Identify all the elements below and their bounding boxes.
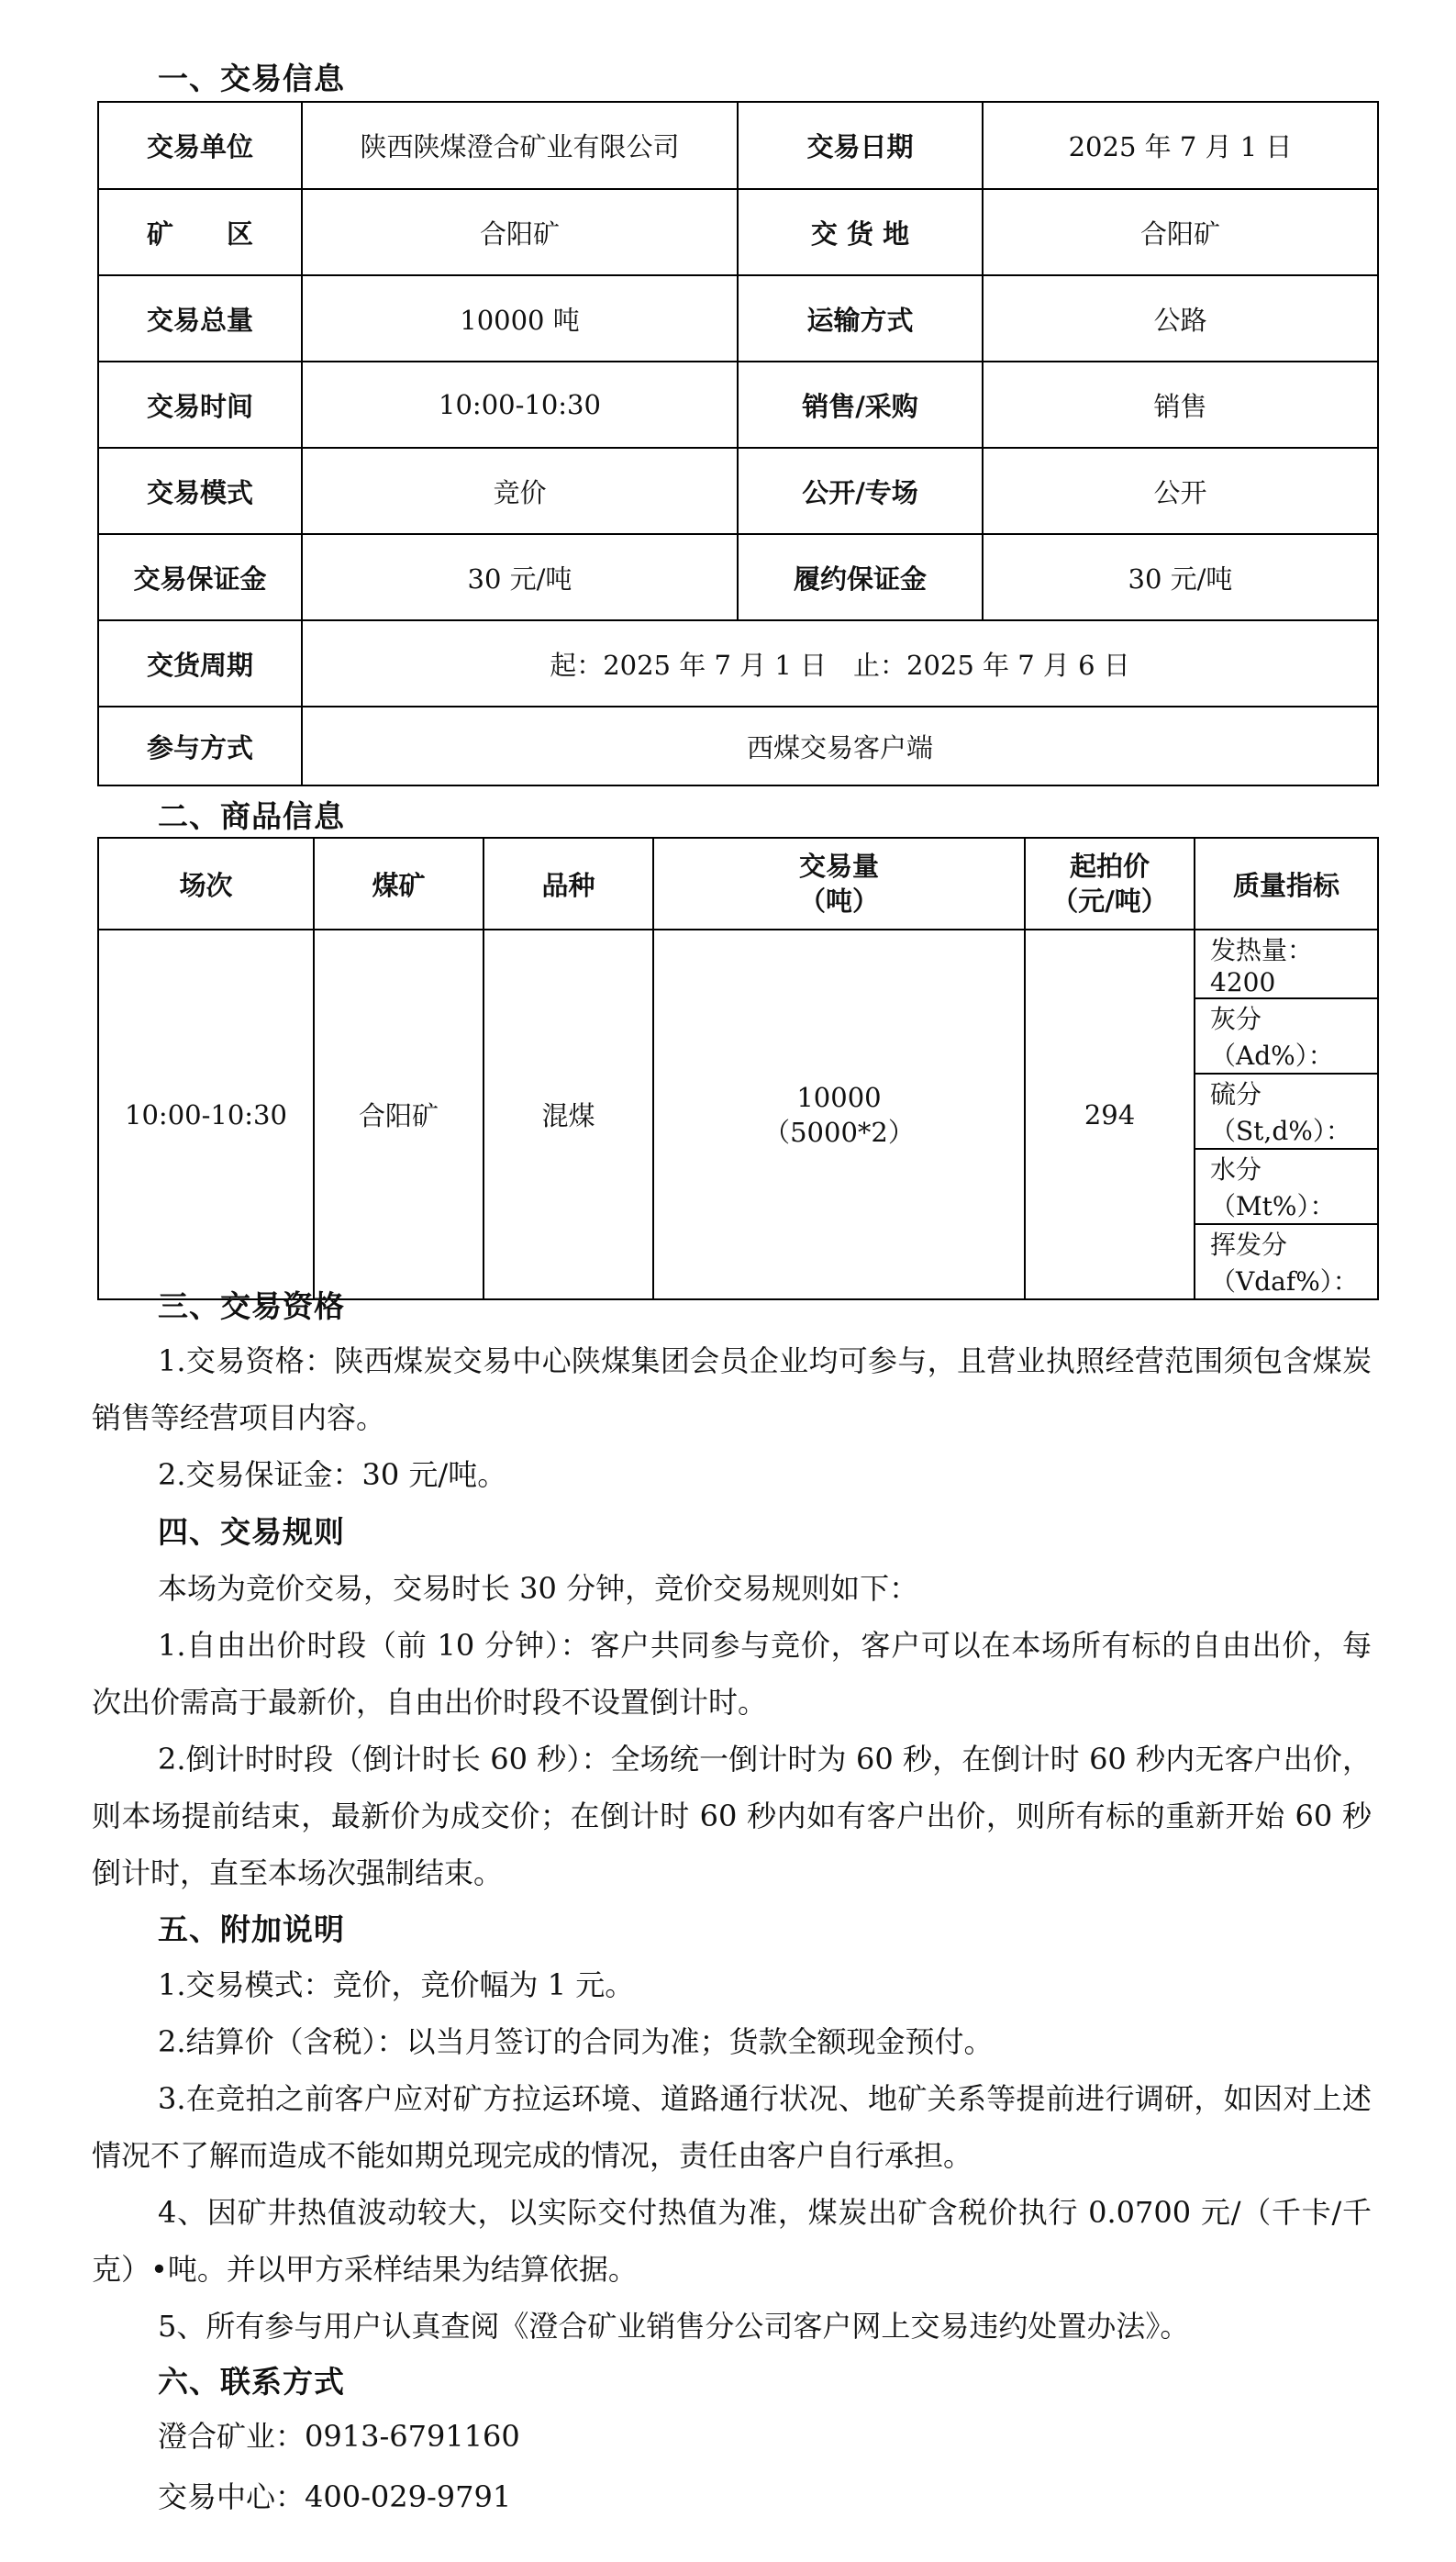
- quality-volatile: 挥发分（Vdaf%）：: [1195, 1224, 1378, 1299]
- trade-unit-value: 陕西陕煤澄合矿业有限公司: [302, 102, 738, 189]
- trade-time-value: 10:00-10:30: [302, 362, 738, 448]
- header-price-line1: 起拍价: [1069, 851, 1150, 882]
- trade-mode-label: 交易模式: [98, 448, 302, 534]
- total-volume-value: 10000 吨: [302, 275, 738, 362]
- total-volume-label: 交易总量: [98, 275, 302, 362]
- participation-label: 参与方式: [98, 707, 302, 785]
- notes-item-2: 2.结算价（含税）：以当月签订的合同为准；货款全额现金预付。: [158, 2024, 994, 2059]
- open-special-value: 公开: [983, 448, 1378, 534]
- quality-moisture: 水分（Mt%）：: [1195, 1149, 1378, 1224]
- header-start-price: [1025, 838, 1195, 930]
- transport-value: 公路: [983, 275, 1378, 362]
- contact-chenghe: 澄合矿业：0913-6791160: [158, 2419, 520, 2454]
- trade-time-label: 交易时间: [98, 362, 302, 448]
- qualification-item-2: 2.交易保证金：30 元/吨。: [158, 1457, 507, 1492]
- row-volume-line1: 10000: [796, 1081, 882, 1113]
- open-special-label: 公开/专场: [738, 448, 983, 534]
- trade-date-value: 2025 年 7 月 1 日: [983, 102, 1378, 189]
- section-title-qualification: 三、交易资格: [158, 1288, 345, 1324]
- notes-item-4: 4、因矿井热值波动较大，以实际交付热值为准，煤炭出矿含税价执行 0.0700 元/（千卡/千克）•吨。并以甲方采样结果为结算依据。: [92, 2195, 1372, 2287]
- header-volume-line1: 交易量: [798, 851, 879, 882]
- notes-item-1: 1.交易模式：竞价，竞价幅为 1 元。: [158, 1967, 635, 2002]
- sale-purchase-label: 销售/采购: [738, 362, 983, 448]
- section-title-rules: 四、交易规则: [158, 1514, 345, 1550]
- row-variety: 混煤: [483, 930, 653, 1299]
- delivery-period-value: 起：2025 年 7 月 1 日 止：2025 年 7 月 6 日: [302, 620, 1378, 707]
- header-variety: 品种: [483, 838, 653, 930]
- performance-deposit-label: 履约保证金: [738, 534, 983, 620]
- trade-info-table: [97, 101, 1379, 786]
- quality-sulfur: 硫分（St,d%）：: [1195, 1074, 1378, 1149]
- delivery-place-value: 合阳矿: [983, 189, 1378, 275]
- quality-ash: 灰分（Ad%）：: [1195, 998, 1378, 1074]
- header-mine: 煤矿: [314, 838, 483, 930]
- trade-deposit-value: 30 元/吨: [302, 534, 738, 620]
- row-session: 10:00-10:30: [98, 930, 314, 1299]
- section-title-trade-info: 一、交易信息: [158, 61, 345, 96]
- header-quality: 质量指标: [1195, 838, 1378, 930]
- row-start-price: 294: [1025, 930, 1195, 1299]
- delivery-place-label: 交 货 地: [738, 189, 983, 275]
- header-volume: [653, 838, 1025, 930]
- quality-calorific: 发热量：4200: [1195, 930, 1378, 998]
- delivery-period-label: 交货周期: [98, 620, 302, 707]
- row-volume-line2: （5000*2）: [763, 1116, 915, 1148]
- section-title-contacts: 六、联系方式: [158, 2364, 345, 2400]
- mine-area-value: 合阳矿: [302, 189, 738, 275]
- participation-value: 西煤交易客户端: [302, 707, 1378, 785]
- header-volume-line2: （吨）: [798, 886, 879, 917]
- rules-intro: 本场为竞价交易，交易时长 30 分钟，竞价交易规则如下：: [158, 1571, 919, 1606]
- trade-date-label: 交易日期: [738, 102, 983, 189]
- header-price-line2: （元/吨）: [1051, 886, 1168, 917]
- section-title-goods-info: 二、商品信息: [158, 798, 345, 834]
- transport-label: 运输方式: [738, 275, 983, 362]
- trade-deposit-label: 交易保证金: [98, 534, 302, 620]
- performance-deposit-value: 30 元/吨: [983, 534, 1378, 620]
- section-title-notes: 五、附加说明: [158, 1911, 345, 1947]
- row-mine: 合阳矿: [314, 930, 483, 1299]
- contact-trade-center: 交易中心：400-029-9791: [158, 2479, 512, 2514]
- notes-item-3: 3.在竞拍之前客户应对矿方拉运环境、道路通行状况、地矿关系等提前进行调研，如因对上述情况不了解而造成不能如期兑现完成的情况，责任由客户自行承担。: [92, 2081, 1372, 2173]
- mine-area-label: 矿 区: [98, 189, 302, 275]
- notes-item-5: 5、所有参与用户认真查阅《澄合矿业销售分公司客户网上交易违约处置办法》。: [158, 2309, 1190, 2344]
- rules-item-2: 2.倒计时时段（倒计时长 60 秒）：全场统一倒计时为 60 秒，在倒计时 60 秒内无客户出价，则本场提前结束，最新价为成交价；在倒计时 60 秒内如有客户出价，则所有标的重新开始 60 秒倒计时，直至本场次强制结束。: [92, 1742, 1372, 1890]
- goods-table: [97, 837, 1379, 1300]
- qualification-item-1: 1.交易资格：陕西煤炭交易中心陕煤集团会员企业均可参与，且营业执照经营范围须包含煤炭销售等经营项目内容。: [92, 1343, 1372, 1435]
- trade-mode-value: 竞价: [302, 448, 738, 534]
- rules-item-1: 1.自由出价时段（前 10 分钟）：客户共同参与竞价，客户可以在本场所有标的自由出价，每次出价需高于最新价，自由出价时段不设置倒计时。: [92, 1628, 1372, 1720]
- row-volume: [653, 930, 1025, 1299]
- header-session: 场次: [98, 838, 314, 930]
- trade-unit-label: 交易单位: [98, 102, 302, 189]
- sale-purchase-value: 销售: [983, 362, 1378, 448]
